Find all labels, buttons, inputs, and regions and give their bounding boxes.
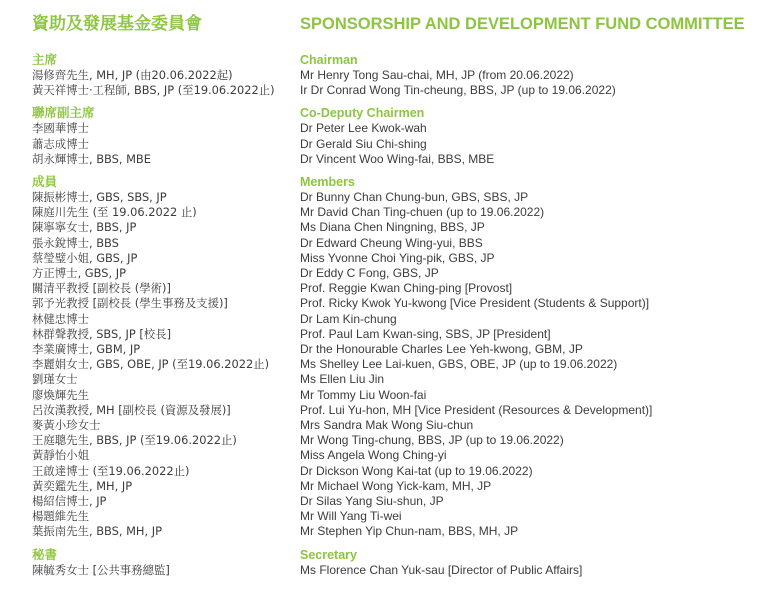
list-item: Ms Florence Chan Yuk-sau [Director of Public Affairs]: [300, 562, 583, 577]
list-item: 陳寧寧女士, BBS, JP: [32, 220, 137, 235]
name-list: [300, 190, 760, 540]
list-item: 麥黃小珍女士: [32, 418, 101, 433]
list-item: Dr the Honourable Charles Lee Yeh-kwong, GBM, JP: [300, 342, 583, 357]
list-item: 黃奕鑑先生, MH, JP: [32, 478, 133, 493]
list-item: Dr Edward Cheung Wing-yui, BBS: [300, 235, 483, 250]
list-item: 呂汝漢教授, MH [副校長 (資源及發展)]: [32, 402, 231, 417]
list-item: 方正博士, GBS, JP: [32, 266, 126, 281]
list-item: Prof. Paul Lam Kwan-sing, SBS, JP [President]: [300, 326, 551, 341]
name-list: [32, 121, 292, 167]
list-item: Mr Wong Ting-chung, BBS, JP (up to 19.06.2022): [300, 433, 564, 448]
list-item: Mr David Chan Ting-chuen (up to 19.06.2022): [300, 205, 545, 220]
list-item: Prof. Ricky Kwok Yu-kwong [Vice President (Students & Support)]: [300, 296, 650, 311]
list-item: 湯修齊先生, MH, JP (由20.06.2022起): [32, 68, 233, 82]
list-item: 楊紹信博士, JP: [32, 494, 107, 509]
list-item: 關清平教授 [副校長 (學術)]: [32, 281, 171, 296]
list-item: 林群聲教授, SBS, JP [校長]: [32, 326, 172, 341]
list-item: Ir Dr Conrad Wong Tin-cheung, BBS, JP (up to 19.06.2022): [300, 83, 616, 98]
page-title-en: SPONSORSHIP AND DEVELOPMENT FUND COMMITTEE: [300, 15, 745, 33]
list-item: Dr Peter Lee Kwok-wah: [300, 121, 427, 136]
list-item: Mr Henry Tong Sau-chai, MH, JP (from 20.06.2022): [300, 68, 574, 82]
list-item: Mrs Sandra Mak Wong Siu-chun: [300, 418, 474, 433]
list-item: 李業廣博士, GBM, JP: [32, 342, 141, 357]
list-item: 李麗娟女士, GBS, OBE, JP (至19.06.2022止): [32, 357, 270, 372]
section-heading: 秘書: [32, 547, 58, 562]
list-item: Prof. Reggie Kwan Ching-ping [Provost]: [300, 281, 513, 296]
section-heading: 成員: [32, 175, 58, 190]
list-item: Dr Vincent Woo Wing-fai, BBS, MBE: [300, 151, 495, 166]
list-item: 廖煥輝先生: [32, 387, 89, 402]
list-item: 王庭聰先生, BBS, JP (至19.06.2022止): [32, 433, 237, 448]
list-item: Mr Michael Wong Yick-kam, MH, JP: [300, 478, 492, 493]
section-heading: Co-Deputy Chairmen: [300, 106, 425, 121]
list-item: 劉瑾女士: [32, 372, 78, 387]
name-list: [32, 563, 292, 578]
name-list: [32, 190, 292, 540]
list-item: 陳振彬博士, GBS, SBS, JP: [32, 190, 167, 205]
list-item: Dr Bunny Chan Chung-bun, GBS, SBS, JP: [300, 190, 529, 205]
list-item: 王啟達博士 (至19.06.2022止): [32, 463, 190, 478]
list-item: 黃天祥博士‧工程師, BBS, JP (至19.06.2022止): [32, 83, 275, 98]
page-title-zh: 資助及發展基金委員會: [32, 14, 202, 33]
section-heading: Secretary: [300, 547, 357, 562]
list-item: Dr Dickson Wong Kai-tat (up to 19.06.2022): [300, 463, 533, 478]
english-column: [300, 14, 760, 586]
section-heading: 主席: [32, 53, 58, 67]
list-item: Mr Will Yang Ti-wei: [300, 509, 402, 524]
list-item: Dr Lam Kin-chung: [300, 311, 397, 326]
list-item: 黃靜怡小姐: [32, 448, 89, 463]
list-item: 郭予光教授 [副校長 (學生事務及支援)]: [32, 296, 228, 311]
list-item: 林健忠博士: [32, 311, 89, 326]
list-item: Ms Shelley Lee Lai-kuen, GBS, OBE, JP (up to 19.06.2022): [300, 357, 618, 372]
name-list: [32, 68, 292, 98]
list-item: 胡永輝博士, BBS, MBE: [32, 151, 151, 166]
list-item: Prof. Lui Yu-hon, MH [Vice President (Resources & Development)]: [300, 402, 653, 417]
list-item: Mr Stephen Yip Chun-nam, BBS, MH, JP: [300, 524, 519, 539]
list-item: 蔡瑩璧小姐, GBS, JP: [32, 250, 138, 265]
zh-sections: [32, 53, 292, 578]
list-item: 陳毓秀女士 [公共事務總監]: [32, 562, 170, 577]
chinese-column: [32, 14, 292, 586]
name-list: [300, 121, 760, 167]
list-item: Ms Diana Chen Ningning, BBS, JP: [300, 220, 485, 235]
name-list: [300, 68, 760, 98]
list-item: 楊題維先生: [32, 509, 89, 524]
name-list: [300, 563, 760, 578]
list-item: 蕭志成博士: [32, 136, 89, 151]
list-item: Dr Gerald Siu Chi-shing: [300, 136, 427, 151]
list-item: Dr Silas Yang Siu-shun, JP: [300, 494, 444, 509]
list-item: Ms Ellen Liu Jin: [300, 372, 385, 387]
section-heading: 聯席副主席: [32, 106, 95, 121]
section-heading: Chairman: [300, 53, 358, 67]
list-item: Mr Tommy Liu Woon-fai: [300, 387, 427, 402]
en-sections: [300, 53, 760, 578]
section-heading: Members: [300, 175, 355, 190]
list-item: 李國華博士: [32, 121, 89, 136]
list-item: 陳庭川先生 (至 19.06.2022 止): [32, 205, 197, 220]
list-item: 葉振南先生, BBS, MH, JP: [32, 524, 162, 539]
list-item: Dr Eddy C Fong, GBS, JP: [300, 266, 439, 281]
list-item: Miss Angela Wong Ching-yi: [300, 448, 447, 463]
list-item: 張永銳博士, BBS: [32, 235, 119, 250]
list-item: Miss Yvonne Choi Ying-pik, GBS, JP: [300, 250, 495, 265]
